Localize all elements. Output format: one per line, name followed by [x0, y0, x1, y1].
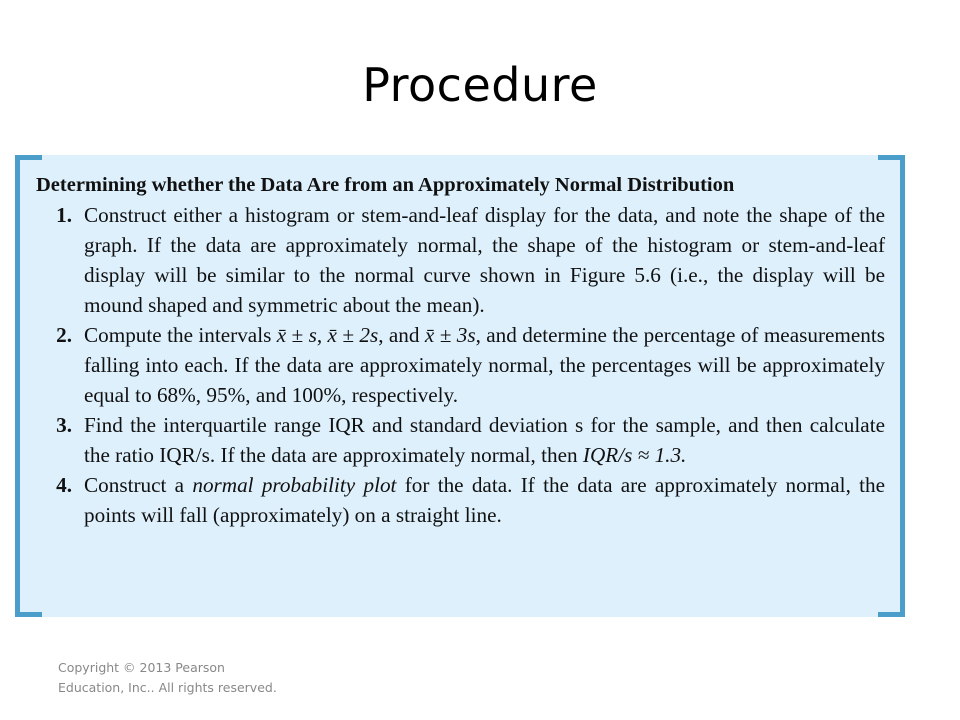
step-text	[84, 410, 885, 470]
step-number: 2.	[56, 323, 72, 347]
step-emphasis: normal probability plot	[192, 473, 397, 497]
step-3	[36, 410, 885, 470]
procedure-content	[36, 170, 885, 530]
procedure-box	[15, 155, 905, 617]
slide-title: Procedure	[362, 58, 598, 112]
copyright-notice: Copyright © 2013 Pearson Education, Inc.. All rights reserved.	[58, 660, 277, 695]
step-rest: for the data. If the data are approximately normal, the points will fall (approximately) on a straight line.	[84, 473, 886, 527]
step-lead: Compute the intervals	[84, 323, 272, 347]
interval-1: x̄ ± s	[276, 323, 317, 347]
step-4	[36, 470, 885, 530]
interval-2: x̄ ± 2s	[327, 323, 379, 347]
step-1	[36, 200, 885, 320]
step-lead: Construct a	[84, 473, 185, 497]
step-number: 4.	[56, 473, 72, 497]
interval-3: x̄ ± 3s	[424, 323, 476, 347]
step-number: 3.	[56, 413, 72, 437]
step-number: 1.	[56, 203, 72, 227]
step-text: Compute the intervals x̄ ± s, x̄ ± 2s, and x̄ ± 3s, and determine the percentage of measurements falling into each. If the data are approximately normal, the percentages will be approximately equal to 68%, 95%, and 100%, respectively.	[84, 323, 886, 407]
step-body: Find the interquartile range IQR and standard deviation s for the sample, and then calculate the ratio IQR/s. If the data are approximately normal, then	[84, 413, 885, 467]
step-rest: , and determine the percentage of measurements falling into each. If the data are approximately normal, the percentages will be approximately equal to 68%, 95%, and 100%, respectively.	[84, 323, 886, 407]
box-title: Determining whether the Data Are from an Approximately Normal Distribution	[36, 174, 735, 196]
step-text	[84, 470, 885, 530]
step-2	[36, 320, 885, 410]
step-text: Construct either a histogram or stem-and-leaf display for the data, and note the shape of the graph. If the data are approximately normal, the shape of the histogram or stem-and-leaf display will be similar to the normal curve shown in Figure 5.6 (i.e., the display will be mound shaped and symmetric about the mean).	[84, 203, 885, 317]
iqr-formula: IQR/s ≈ 1.3.	[582, 443, 687, 467]
step-and: , and	[378, 323, 420, 347]
